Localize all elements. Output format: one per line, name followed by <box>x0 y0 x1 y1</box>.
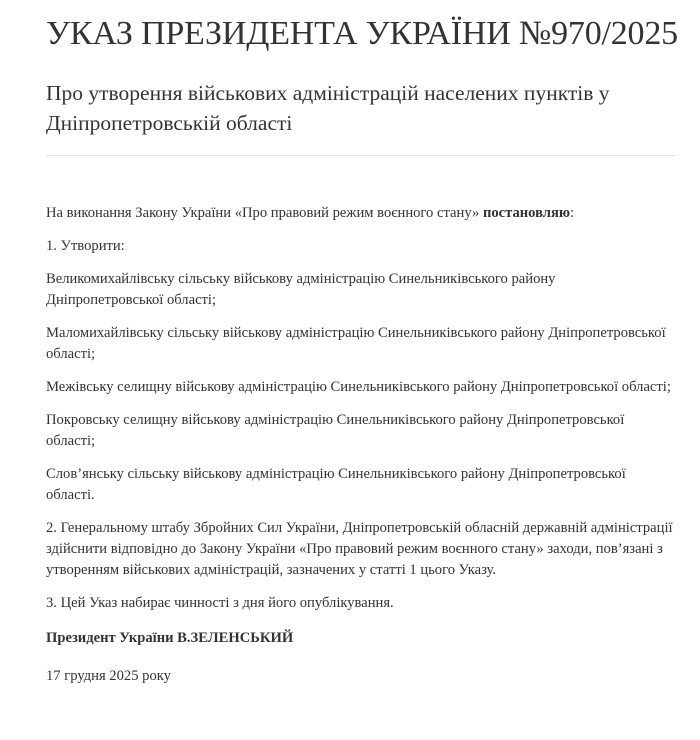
title-divider <box>46 155 676 156</box>
item-2: 2. Генеральному штабу Збройних Сил України, Дніпропетровській обласній державній адміністрації здійснити відповідно до Закону України «Про правовий режим воєнного стану» заходи, пов’язані з утворенням військових адміністрацій, зазначених у статті 1 цього Указу. <box>46 520 673 578</box>
preamble-text: На виконання Закону України «Про правовий режим воєнного стану» <box>46 205 483 221</box>
administration-item: Великомихайлівську сільську військову адміністрацію Синельниківського району Дніпропетровської області; <box>46 271 556 308</box>
administration-item: Слов’янську сільську військову адміністрацію Синельниківського району Дніпропетровської області. <box>46 466 626 503</box>
administration-item: Покровську селищну військову адміністрацію Синельниківського району Дніпропетровської області; <box>46 412 625 449</box>
decree-title: УКАЗ ПРЕЗИДЕНТА УКРАЇНИ №970/2025 <box>46 15 678 52</box>
preamble <box>46 203 676 224</box>
administration-item: Маломихайлівську сільську військову адміністрацію Синельниківського району Дніпропетровської області; <box>46 325 666 362</box>
administration-item: Межівську селищну військову адміністрацію Синельниківського району Дніпропетровської області; <box>46 379 671 395</box>
decree-date: 17 грудня 2025 року <box>46 668 171 684</box>
item-1-heading: 1. Утворити: <box>46 238 125 254</box>
preamble-resolve: постановляю <box>482 205 571 221</box>
signature: Президент України В.ЗЕЛЕНСЬКИЙ <box>46 630 294 646</box>
decree-subtitle: Про утворення військових адміністрацій населених пунктів у Дніпропетровській області <box>46 81 610 135</box>
decree-body <box>46 203 676 699</box>
preamble-colon: : <box>570 205 575 221</box>
item-3: 3. Цей Указ набирає чинності з дня його опублікування. <box>46 595 394 611</box>
